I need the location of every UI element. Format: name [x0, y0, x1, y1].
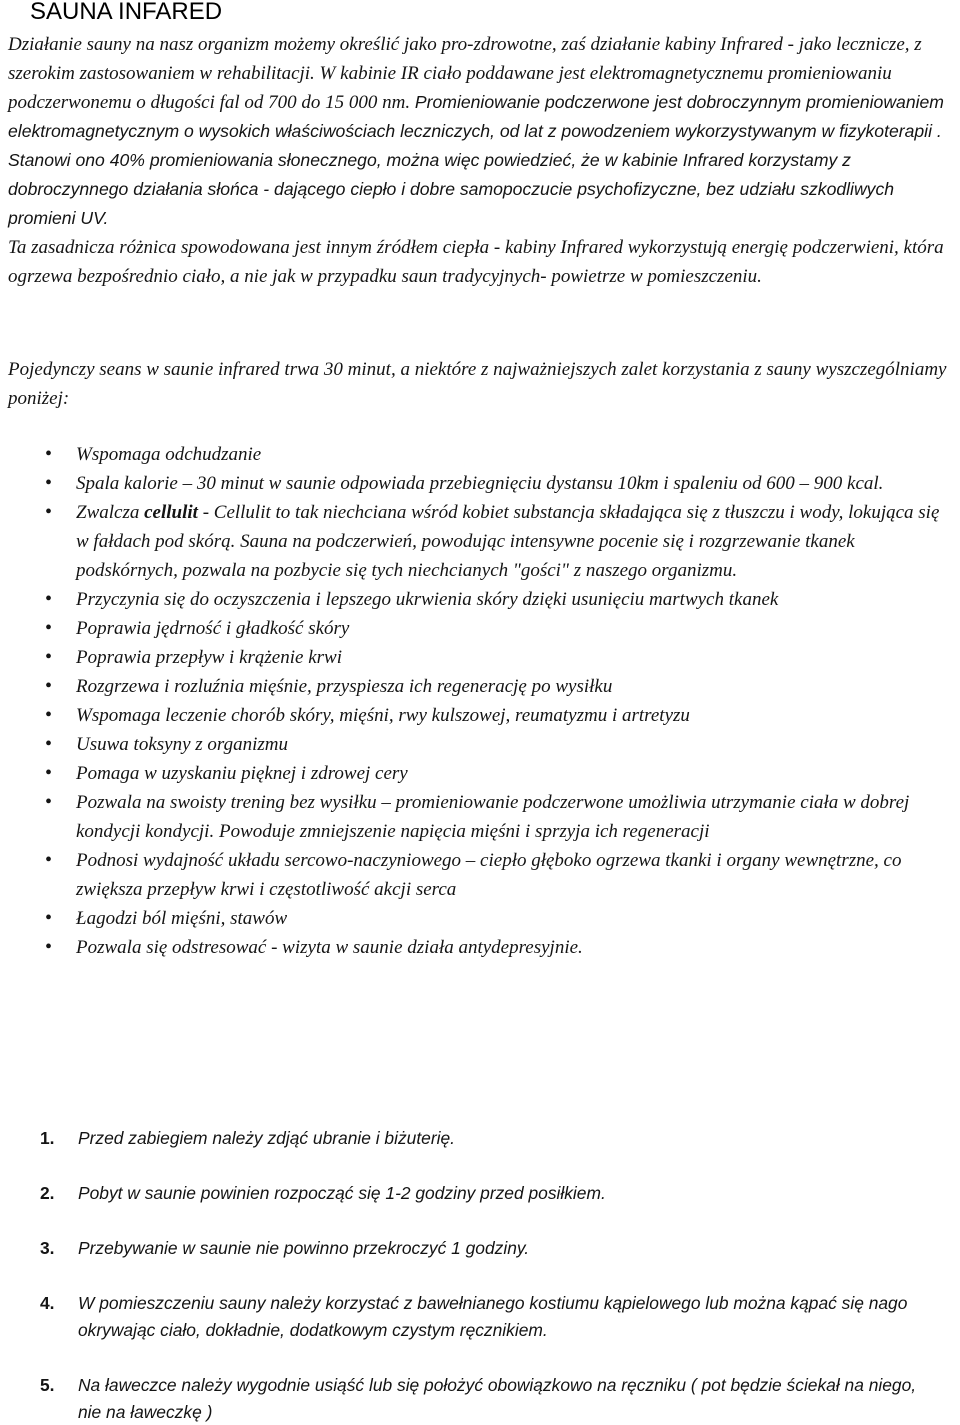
- list-item: • Wspomaga odchudzanie: [0, 440, 960, 469]
- rule-number: 5.: [40, 1375, 55, 1395]
- rule-number: 3.: [40, 1238, 55, 1258]
- list-item: • Wspomaga leczenie chorób skóry, mięśni, rwy kulszowej, reumatyzmu i artretyzu: [0, 701, 960, 730]
- benefits-list: [0, 440, 960, 962]
- list-item: • Rozgrzewa i rozluźnia mięśnie, przyspiesza ich regenerację po wysiłku: [0, 672, 960, 701]
- rule-item: 1. Przed zabiegiem należy zdjąć ubranie i biżuterię.: [0, 1125, 960, 1152]
- rule-item: 4. W pomieszczeniu sauny należy korzystać z bawełnianego kostiumu kąpielowego lub można kąpać się nago okrywając ciało, dokładnie, dodatkowym czystym ręcznikiem.: [0, 1290, 960, 1344]
- intro-text-infrared-radiation: Promieniowanie podczerwone jest dobroczynnym promieniowaniem elektromagnetycznym o wysokich właściwościach leczniczych, od lat z powodzeniem wykorzystywanym w fizykoterapii . Stanowi ono 40% promieniowania słonecznego, można więc powiedzieć, że w kabinie Infrared korzystamy z dobroczynnego działania słońca - dającego ciepło i dobre samopoczucie psychofizyczne, bez udziału szkodliwych promieni UV.: [8, 92, 944, 228]
- rule-item: 2. Pobyt w saunie powinien rozpocząć się 1-2 godziny przed posiłkiem.: [0, 1180, 960, 1207]
- rule-number: 1.: [40, 1128, 55, 1148]
- rule-item: 3. Przebywanie w saunie nie powinno przekroczyć 1 godziny.: [0, 1235, 960, 1262]
- intro-paragraph-difference: Ta zasadnicza różnica spowodowana jest innym źródłem ciepła - kabiny Infrared wykorzystują energię podczerwieni, która ogrzewa bezpośrednio ciało, a nie jak w przypadku saun tradycyjnych- powietrze w pomieszczeniu.: [8, 237, 944, 287]
- list-item: • Spala kalorie – 30 minut w saunie odpowiada przebiegnięciu dystansu 10km i spaleniu od 600 – 900 kcal.: [0, 469, 960, 498]
- list-item: • Pozwala na swoisty trening bez wysiłku – promieniowanie podczerwone umożliwia utrzymanie ciała w dobrej kondycji kondycji. Powoduje zmniejszenie napięcia mięśni i sprzyja ich regeneracji: [0, 788, 960, 846]
- rule-number: 2.: [40, 1183, 55, 1203]
- list-item: • Łagodzi ból mięśni, stawów: [0, 904, 960, 933]
- list-item: • Pomaga w uzyskaniu pięknej i zdrowej cery: [0, 759, 960, 788]
- list-item: • Podnosi wydajność układu sercowo-naczyniowego – ciepło głęboko ogrzewa tkanki i organy wewnętrzne, co zwiększa przepływ krwi i częstotliwość akcji serca: [0, 846, 960, 904]
- list-item: • Poprawia przepływ i krążenie krwi: [0, 643, 960, 672]
- list-item: • Pozwala się odstresować - wizyta w saunie działa antydepresyjnie.: [0, 933, 960, 962]
- cellulit-term: cellulit: [144, 502, 198, 523]
- list-item: • Przyczynia się do oczyszczenia i lepszego ukrwienia skóry dzięki usunięciu martwych tkanek: [0, 585, 960, 614]
- list-item: • Poprawia jędrność i gładkość skóry: [0, 614, 960, 643]
- rules-list: [0, 1125, 960, 1425]
- list-item: • Usuwa toksyny z organizmu: [0, 730, 960, 759]
- list-item: • Zwalcza cellulit - Cellulit to tak niechciana wśród kobiet substancja składająca się z tłuszczu i wody, lokująca się w fałdach pod skórą. Sauna na podczerwień, powodując intensywne pocenie się i rozgrzewanie tkanek podskórnych, pozwala na pozbycie się tych niechcianych "gości" z naszego organizmu.: [0, 498, 960, 585]
- rule-number: 4.: [40, 1293, 55, 1313]
- benefits-lead-paragraph: Pojedynczy seans w saunie infrared trwa 30 minut, a niektóre z najważniejszych zalet korzystania z sauny wyszczególniamy poniżej:: [8, 359, 947, 409]
- intro-text-ir: Działanie sauny na nasz organizm możemy określić jako pro-zdrowotne, zaś działanie kabiny Infrared - jako lecznicze, z szerokim zastosowaniem w rehabilitacji. W kabinie IR ciało poddawane jest elektromagnetycznemu promieniowaniu podczerwonemu o długości fal od 700 do 15 000 nm.: [8, 34, 922, 113]
- rule-item: 5. Na ławeczce należy wygodnie usiąść lub się położyć obowiązkowo na ręczniku ( pot będzie ściekał na niego, nie na ławeczkę ): [0, 1372, 960, 1425]
- intro-paragraph-ir: [8, 30, 956, 233]
- page-title: SAUNA INFARED: [30, 0, 223, 25]
- intro-section: [8, 30, 956, 291]
